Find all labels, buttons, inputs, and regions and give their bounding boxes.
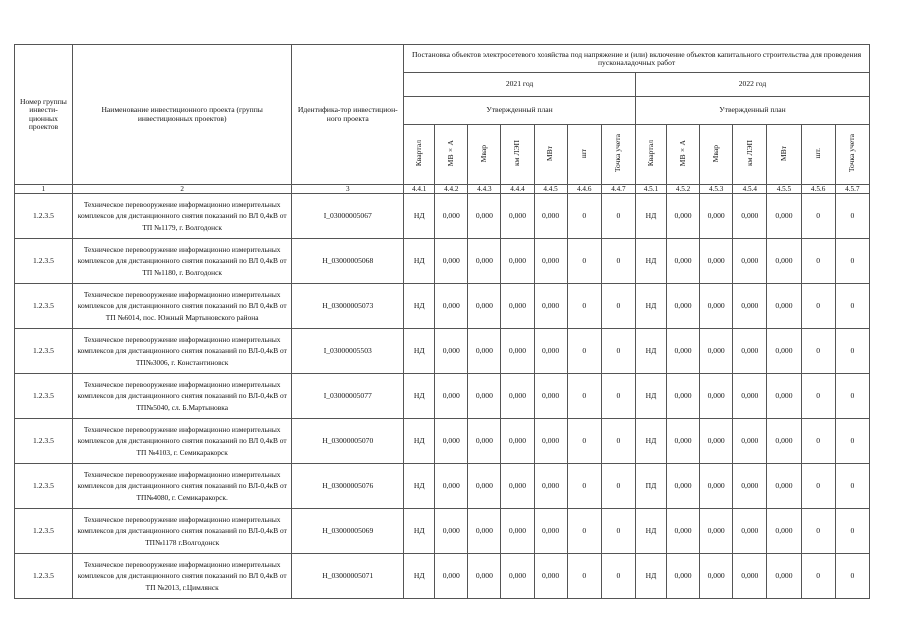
header-subcol-label: МВ×А	[677, 140, 687, 167]
value-2021-cell: 0	[567, 554, 601, 599]
value-2021-cell: НД	[404, 329, 435, 374]
project-id-cell: I_03000005067	[292, 194, 404, 239]
value-2021-cell: 0	[601, 509, 635, 554]
header-subcol	[801, 125, 835, 185]
column-number: 4.5.7	[835, 185, 869, 194]
value-2021-cell: 0,000	[534, 239, 567, 284]
header-subcol	[767, 125, 801, 185]
group-number-cell: 1.2.3.5	[15, 374, 73, 419]
value-2021-cell: 0	[567, 239, 601, 284]
value-2021-cell: 0,000	[468, 194, 501, 239]
value-2022-cell: 0,000	[667, 509, 700, 554]
value-2022-cell: 0	[801, 374, 835, 419]
value-2022-cell: НД	[635, 509, 666, 554]
header-subcol	[733, 125, 767, 185]
value-2022-cell: 0,000	[733, 239, 767, 284]
value-2021-cell: 0,000	[501, 419, 534, 464]
value-2021-cell: 0,000	[468, 554, 501, 599]
value-2022-cell: 0,000	[767, 419, 801, 464]
header-subcol	[835, 125, 869, 185]
value-2021-cell: НД	[404, 509, 435, 554]
value-2022-cell: 0,000	[667, 284, 700, 329]
table-row	[15, 374, 870, 419]
group-number-cell: 1.2.3.5	[15, 329, 73, 374]
value-2022-cell: ПД	[635, 464, 666, 509]
value-2021-cell: 0	[601, 194, 635, 239]
table-row	[15, 284, 870, 329]
header-identifier: Идентифика-тор инвестицион-ного проекта	[292, 45, 404, 185]
value-2022-cell: 0	[801, 419, 835, 464]
value-2022-cell: 0,000	[667, 329, 700, 374]
value-2021-cell: 0	[601, 464, 635, 509]
value-2022-cell: 0	[801, 239, 835, 284]
value-2021-cell: 0,000	[468, 419, 501, 464]
value-2022-cell: 0,000	[667, 554, 700, 599]
value-2021-cell: НД	[404, 284, 435, 329]
value-2022-cell: 0,000	[733, 554, 767, 599]
value-2022-cell: 0	[835, 509, 869, 554]
value-2022-cell: 0,000	[767, 194, 801, 239]
value-2022-cell: 0	[835, 419, 869, 464]
header-main-title: Постановка объектов электросетевого хозяйства под напряжение и (или) включение объектов капитального строительства для проведения пусконаладочных работ	[404, 45, 870, 73]
value-2022-cell: 0,000	[700, 464, 733, 509]
column-number: 4.5.5	[767, 185, 801, 194]
value-2021-cell: 0,000	[435, 374, 468, 419]
value-2021-cell: НД	[404, 464, 435, 509]
value-2021-cell: 0,000	[435, 419, 468, 464]
header-group-number: Номер группы инвести-ционных проектов	[15, 45, 73, 185]
header-subcol-label: км ЛЭП	[744, 140, 754, 167]
project-name-cell: Техническое перевооружение информационно измерительных комплексов для дистанционного снятия показаний по ВЛ 0,4кВ от ТП №2013, г.Цимлянск	[72, 554, 291, 599]
value-2021-cell: 0,000	[534, 554, 567, 599]
header-subcol-label: Точка учета	[847, 134, 857, 173]
value-2022-cell: 0,000	[700, 419, 733, 464]
value-2021-cell: 0	[567, 374, 601, 419]
header-subcol	[501, 125, 534, 185]
value-2022-cell: 0,000	[733, 194, 767, 239]
value-2021-cell: 0,000	[468, 374, 501, 419]
header-subcol-label: Мвар	[710, 144, 720, 162]
header-subcol-label: шт	[578, 148, 588, 158]
value-2022-cell: 0,000	[700, 194, 733, 239]
value-2022-cell: 0	[835, 554, 869, 599]
header-subcol	[700, 125, 733, 185]
value-2021-cell: 0	[601, 329, 635, 374]
header-subcol-label: км ЛЭП	[512, 140, 522, 167]
value-2021-cell: 0,000	[435, 194, 468, 239]
project-name-cell: Техническое перевооружение информационно измерительных комплексов для дистанционного снятия показаний по ВЛ-0,4кВ от ТП№3006, г. Константиновск	[72, 329, 291, 374]
value-2022-cell: 0	[801, 284, 835, 329]
project-id-cell: H_03000005073	[292, 284, 404, 329]
project-id-cell: I_03000005503	[292, 329, 404, 374]
value-2021-cell: 0	[567, 419, 601, 464]
value-2021-cell: 0,000	[468, 239, 501, 284]
project-id-cell: H_03000005071	[292, 554, 404, 599]
group-number-cell: 1.2.3.5	[15, 554, 73, 599]
value-2021-cell: 0,000	[501, 374, 534, 419]
value-2021-cell: 0,000	[501, 194, 534, 239]
value-2022-cell: 0	[835, 284, 869, 329]
value-2022-cell: 0,000	[700, 329, 733, 374]
value-2022-cell: 0,000	[767, 509, 801, 554]
project-id-cell: I_03000005077	[292, 374, 404, 419]
value-2021-cell: 0	[567, 284, 601, 329]
group-number-cell: 1.2.3.5	[15, 239, 73, 284]
table-row	[15, 329, 870, 374]
project-id-cell: H_03000005070	[292, 419, 404, 464]
project-id-cell: H_03000005076	[292, 464, 404, 509]
value-2021-cell: 0	[567, 464, 601, 509]
header-subcol-label: МВт	[778, 145, 788, 161]
value-2021-cell: 0,000	[534, 419, 567, 464]
value-2022-cell: 0,000	[667, 464, 700, 509]
project-name-cell: Техническое перевооружение информационно измерительных комплексов для дистанционного снятия показаний по ВЛ 0,4кВ от ТП №1179, г. Волгодонск	[72, 194, 291, 239]
value-2021-cell: 0,000	[501, 554, 534, 599]
value-2022-cell: 0,000	[667, 194, 700, 239]
header-approved-plan-2022: Утвержденный план	[635, 97, 869, 125]
header-approved-plan-2021: Утвержденный план	[404, 97, 636, 125]
column-number: 3	[292, 185, 404, 194]
project-name-cell: Техническое перевооружение информационно измерительных комплексов для дистанционного снятия показаний по ВЛ-0,4кВ от ТП№5040, сл. Б.Мартыновка	[72, 374, 291, 419]
header-year-2022: 2022 год	[635, 73, 869, 97]
header-subcol	[435, 125, 468, 185]
column-number: 4.4.6	[567, 185, 601, 194]
project-name-cell: Техническое перевооружение информационно измерительных комплексов для дистанционного снятия показаний по ВЛ-0,4кВ от ТП№4080, г. Семикаракорск.	[72, 464, 291, 509]
header-year-2021: 2021 год	[404, 73, 636, 97]
value-2022-cell: 0	[801, 329, 835, 374]
value-2021-cell: 0,000	[435, 464, 468, 509]
group-number-cell: 1.2.3.5	[15, 194, 73, 239]
value-2022-cell: НД	[635, 329, 666, 374]
header-subcol-label: шт.	[812, 148, 822, 159]
value-2022-cell: 0,000	[733, 284, 767, 329]
column-number: 4.4.1	[404, 185, 435, 194]
project-name-cell: Техническое перевооружение информационно измерительных комплексов для дистанционного снятия показаний по ВЛ 0,4кВ от ТП №4103, г. Семикаракорск	[72, 419, 291, 464]
header-subcol	[534, 125, 567, 185]
value-2021-cell: 0,000	[534, 329, 567, 374]
value-2021-cell: НД	[404, 194, 435, 239]
column-number: 4.5.4	[733, 185, 767, 194]
value-2022-cell: НД	[635, 194, 666, 239]
value-2022-cell: 0,000	[700, 554, 733, 599]
value-2021-cell: 0,000	[501, 509, 534, 554]
value-2021-cell: 0	[601, 374, 635, 419]
investment-projects-table	[14, 44, 870, 599]
value-2021-cell: 0,000	[501, 239, 534, 284]
column-number: 4.4.3	[468, 185, 501, 194]
table-row	[15, 419, 870, 464]
header-subcol-label: МВт	[545, 145, 555, 161]
value-2021-cell: 0	[567, 194, 601, 239]
value-2021-cell: 0,000	[435, 509, 468, 554]
column-number: 4.5.1	[635, 185, 666, 194]
value-2022-cell: 0,000	[700, 374, 733, 419]
value-2021-cell: 0,000	[435, 239, 468, 284]
value-2021-cell: 0	[567, 509, 601, 554]
value-2022-cell: 0,000	[733, 329, 767, 374]
group-number-cell: 1.2.3.5	[15, 284, 73, 329]
column-number: 2	[72, 185, 291, 194]
value-2021-cell: 0	[601, 419, 635, 464]
value-2022-cell: 0,000	[767, 329, 801, 374]
value-2022-cell: НД	[635, 554, 666, 599]
project-name-cell: Техническое перевооружение информационно измерительных комплексов для дистанционного снятия показаний по ВЛ 0,4кВ от ТП №6014, пос. Южный Мартыновского района	[72, 284, 291, 329]
value-2022-cell: 0	[801, 509, 835, 554]
value-2021-cell: НД	[404, 239, 435, 284]
value-2022-cell: 0,000	[733, 464, 767, 509]
value-2022-cell: 0	[801, 464, 835, 509]
value-2022-cell: 0,000	[667, 239, 700, 284]
header-subcol	[601, 125, 635, 185]
table-row	[15, 554, 870, 599]
value-2021-cell: 0,000	[534, 194, 567, 239]
header-subcol	[404, 125, 435, 185]
header-subcol-label: Квартал	[645, 140, 655, 167]
value-2022-cell: 0,000	[700, 239, 733, 284]
value-2022-cell: 0	[835, 194, 869, 239]
group-number-cell: 1.2.3.5	[15, 509, 73, 554]
column-number: 4.5.6	[801, 185, 835, 194]
column-number: 1	[15, 185, 73, 194]
value-2022-cell: НД	[635, 284, 666, 329]
value-2021-cell: 0,000	[468, 464, 501, 509]
project-name-cell: Техническое перевооружение информационно измерительных комплексов для дистанционного снятия показаний по ВЛ 0,4кВ от ТП №1180, г. Волгодонск	[72, 239, 291, 284]
header-subcol-label: Точка учета	[613, 134, 623, 173]
project-id-cell: H_03000005069	[292, 509, 404, 554]
header-subcol	[567, 125, 601, 185]
value-2022-cell: 0,000	[700, 284, 733, 329]
column-number: 4.4.4	[501, 185, 534, 194]
value-2022-cell: 0	[801, 554, 835, 599]
value-2022-cell: 0,000	[667, 374, 700, 419]
column-number: 4.4.7	[601, 185, 635, 194]
column-number: 4.4.5	[534, 185, 567, 194]
value-2021-cell: 0,000	[501, 329, 534, 374]
header-subcol-label: МВ×А	[446, 140, 455, 167]
header-subcol	[635, 125, 666, 185]
value-2021-cell: 0,000	[501, 464, 534, 509]
value-2021-cell: 0,000	[534, 374, 567, 419]
value-2022-cell: 0,000	[767, 464, 801, 509]
value-2022-cell: 0	[835, 374, 869, 419]
column-number: 4.4.2	[435, 185, 468, 194]
column-number: 4.5.3	[700, 185, 733, 194]
value-2022-cell: 0,000	[767, 239, 801, 284]
table-row	[15, 509, 870, 554]
header-subcol-label: Мвар	[479, 144, 489, 162]
value-2022-cell: 0	[835, 329, 869, 374]
table-row	[15, 239, 870, 284]
value-2022-cell: 0,000	[733, 509, 767, 554]
value-2022-cell: НД	[635, 419, 666, 464]
value-2022-cell: 0,000	[767, 374, 801, 419]
value-2021-cell: 0	[601, 239, 635, 284]
value-2021-cell: 0	[601, 554, 635, 599]
header-subcol	[667, 125, 700, 185]
value-2021-cell: 0	[567, 329, 601, 374]
value-2022-cell: 0	[835, 464, 869, 509]
header-subcol-label: Квартал	[413, 140, 423, 167]
value-2022-cell: 0,000	[733, 374, 767, 419]
value-2021-cell: 0,000	[468, 284, 501, 329]
value-2021-cell: 0,000	[468, 509, 501, 554]
value-2021-cell: 0,000	[534, 464, 567, 509]
value-2021-cell: НД	[404, 419, 435, 464]
value-2021-cell: 0,000	[435, 284, 468, 329]
value-2021-cell: НД	[404, 374, 435, 419]
value-2021-cell: 0,000	[501, 284, 534, 329]
value-2021-cell: НД	[404, 554, 435, 599]
header-subcol	[468, 125, 501, 185]
value-2021-cell: 0,000	[534, 284, 567, 329]
value-2021-cell: 0,000	[435, 329, 468, 374]
value-2022-cell: 0,000	[700, 509, 733, 554]
value-2021-cell: 0,000	[468, 329, 501, 374]
table-row	[15, 194, 870, 239]
table-row	[15, 464, 870, 509]
header-project-name: Наименование инвестиционного проекта (группы инвестиционных проектов)	[72, 45, 291, 185]
group-number-cell: 1.2.3.5	[15, 464, 73, 509]
value-2022-cell: 0,000	[767, 284, 801, 329]
value-2021-cell: 0,000	[435, 554, 468, 599]
project-name-cell: Техническое перевооружение информационно измерительных комплексов для дистанционного снятия показаний по ВЛ-0,4кВ от ТП№1178 г.Волгодонск	[72, 509, 291, 554]
value-2022-cell: 0,000	[733, 419, 767, 464]
group-number-cell: 1.2.3.5	[15, 419, 73, 464]
project-id-cell: H_03000005068	[292, 239, 404, 284]
value-2022-cell: 0	[835, 239, 869, 284]
value-2022-cell: 0,000	[767, 554, 801, 599]
value-2022-cell: НД	[635, 374, 666, 419]
value-2022-cell: НД	[635, 239, 666, 284]
value-2021-cell: 0	[601, 284, 635, 329]
column-number: 4.5.2	[667, 185, 700, 194]
value-2022-cell: 0	[801, 194, 835, 239]
value-2022-cell: 0,000	[667, 419, 700, 464]
value-2021-cell: 0,000	[534, 509, 567, 554]
